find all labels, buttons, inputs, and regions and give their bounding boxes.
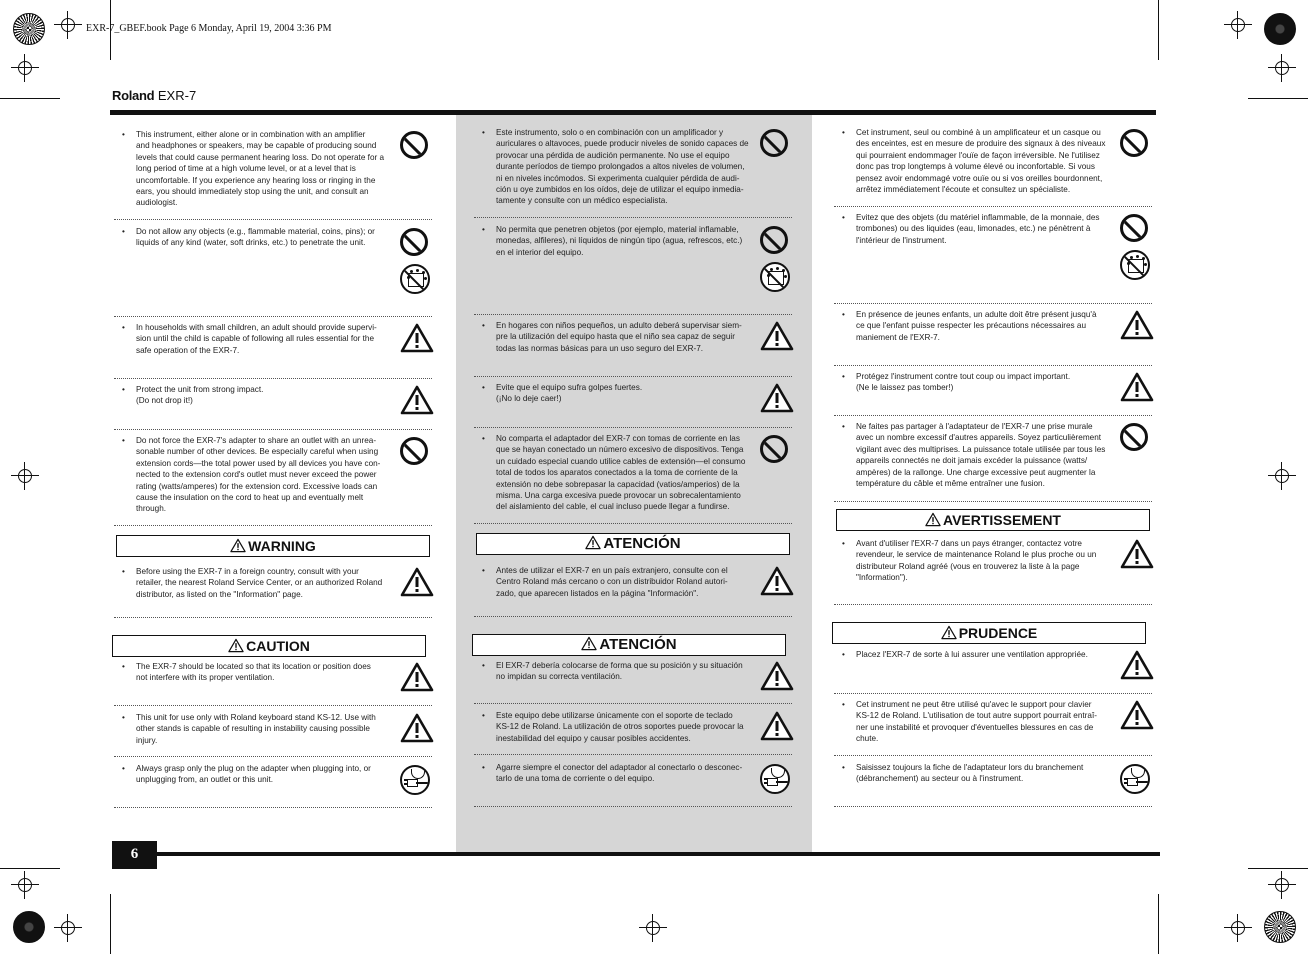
registration-disk-top-left: [13, 13, 45, 45]
bullet: •: [122, 323, 125, 332]
safety-item-text: Este instrumento, solo o en combinación con un amplificador y auriculares o altavoces, puede producir niveles de sonido capaces de provocar una pérdida de audición permanente. No use el equipo durante períodos de tiempo prolongados a altos niveles de volumen, ni en niveles incómodos. Si experimenta cualquier pérdida de audi- ción u oye zumbidos en los oídos, deje de utilizar el equipo inmedia- tamente y consulte con un médico especialista.: [496, 128, 749, 206]
warning-heading: [116, 535, 430, 557]
safety-item-text: Always grasp only the plug on the adapter when plugging into, or unplugging from, an outlet or this unit.: [136, 764, 371, 785]
safety-item-text: Saisissez toujours la fiche de l'adaptateur lors du branchement (débranchement) au secteur ou à l'instrument.: [856, 763, 1084, 784]
caution-heading: [832, 622, 1146, 644]
crosshair-mark-bottom-left: [58, 918, 78, 938]
safety-item-text: Cet instrument ne peut être utilisé qu'avec le support pour clavier KS-12 de Roland. L'utilisation de tout autre support pourrait entraî- ner une instabilité et provoquer d'éventuelles blessures en cas de chute.: [856, 700, 1097, 744]
bullet: •: [122, 385, 125, 394]
caution-triangle-icon-wrap: [760, 565, 794, 597]
warning-heading: [836, 509, 1150, 531]
caution-triangle-icon-wrap: [1120, 309, 1154, 341]
caution-triangle-icon: [760, 320, 794, 352]
safety-item-text: Before using the EXR-7 in a foreign country, consult with your retailer, the nearest Roland Service Center, or an authorized Roland distributor, as listed on the "Information" page.: [136, 567, 383, 599]
bullet: •: [482, 383, 485, 392]
warning-sign-icon-wrap: [585, 535, 601, 556]
liquid-drop-shape: [416, 269, 419, 272]
crop-mark: [1248, 868, 1308, 869]
crosshair-mark-top-right: [1228, 15, 1248, 35]
caution-triangle-icon: [760, 565, 794, 597]
bullet: •: [122, 227, 125, 236]
warning-sign-icon: [925, 512, 941, 527]
item-separator: [474, 616, 792, 617]
caution-triangle-icon-wrap: [1120, 371, 1154, 403]
prohibition-icon: [760, 226, 788, 254]
bullet: •: [482, 321, 485, 330]
item-separator: [114, 807, 432, 808]
prong-shape: [404, 779, 408, 781]
crop-mark: [0, 868, 60, 869]
bullet: •: [482, 661, 485, 670]
registration-disk-bottom-left: [13, 911, 45, 943]
safety-item-text: En présence de jeunes enfants, un adulte doit être présent jusqu'à ce que l'enfant puisse respecter les précautions nécessaires au maniement de l'EXR-7.: [856, 310, 1097, 342]
bullet: •: [482, 434, 485, 443]
caution-triangle-icon: [1120, 538, 1154, 570]
bullet: •: [482, 225, 485, 234]
warning-sign-icon-wrap: [581, 636, 597, 657]
crosshair-mark-left-bottom: [15, 875, 35, 895]
prohibition-icon: [400, 437, 428, 465]
prohibition-icon: [760, 129, 788, 157]
caution-triangle-icon-wrap: [760, 320, 794, 352]
warning-heading-label: AVERTISSEMENT: [943, 512, 1061, 528]
item-separator: [474, 427, 792, 428]
safety-item-text: This instrument, either alone or in combination with an amplifier and headphones or speakers, may be capable of producing sound levels that could cause permanent hearing loss. Do not operate for a long period of time at a high volume level, or at a level that is uncomfortable. If you experience any hearing loss or ringing in the ears, you should immediately stop using the unit, and consult an audiologist.: [136, 130, 385, 208]
caution-heading-label: PRUDENCE: [958, 625, 1038, 641]
caution-triangle-icon-wrap: [1120, 538, 1154, 570]
instrument-box-shape: [408, 273, 424, 287]
caution-triangle-icon: [400, 384, 434, 416]
prohibition-icon: [400, 131, 428, 159]
item-separator: [114, 429, 432, 430]
cord-shape: [776, 781, 788, 783]
safety-item-text: No permita que penetren objetos (por ejemplo, material inflamable, monedas, alfileres), ni líquidos de ningún tipo (agua, refrescos, etc.) en el interior del equipo.: [496, 225, 743, 257]
caution-heading-label: ATENCIÓN: [599, 636, 677, 653]
liquid-drop-shape: [407, 276, 410, 279]
caution-triangle-icon: [400, 566, 434, 598]
model-name: EXR-7: [157, 88, 197, 103]
liquid-drop-shape: [776, 267, 779, 270]
warning-sign-icon: [941, 625, 957, 640]
caution-triangle-icon-wrap: [760, 710, 794, 742]
crop-mark: [1248, 98, 1308, 99]
bullet: •: [842, 213, 845, 222]
liquid-drop-shape: [784, 275, 787, 278]
no-liquids-icon: [1120, 250, 1150, 280]
safety-item-text: Antes de utilizar el EXR-7 en un país extranjero, consulte con el Centro Roland más cercano o con un distribuidor Roland autori- zado, que aparecen listados en la página "Información".: [496, 566, 728, 598]
item-separator: [114, 525, 432, 526]
no-liquids-icon: [400, 264, 430, 294]
bullet: •: [842, 128, 845, 137]
caution-triangle-icon-wrap: [1120, 699, 1154, 731]
page-number: 6: [112, 841, 157, 869]
caution-triangle-icon: [1120, 371, 1154, 403]
warning-sign-icon-wrap: [230, 538, 246, 558]
item-separator: [834, 604, 1152, 605]
liquid-drop-shape: [1127, 262, 1130, 265]
bullet: •: [122, 764, 125, 773]
registration-disk-bottom-right: [1264, 911, 1296, 943]
caution-triangle-icon-wrap: [1120, 649, 1154, 681]
warning-sign-icon: [585, 535, 601, 550]
prohibition-icon: [760, 435, 788, 463]
caution-triangle-icon-wrap: [760, 660, 794, 692]
item-separator: [474, 217, 792, 218]
crop-mark: [0, 98, 60, 99]
crosshair-mark-left-middle: [15, 466, 35, 486]
safety-item-text: This unit for use only with Roland keyboard stand KS-12. Use with other stands is capable of resulting in instability causing possible injury.: [136, 713, 376, 745]
safety-item-text: El EXR-7 debería colocarse de forma que su posición y su situación no impidan su correcta ventilación.: [496, 661, 743, 682]
safety-item-text: En hogares con niños pequeños, un adulto deberá supervisar siem- pre la utilización del equipo hasta que el niño sea capaz de seguir todas las normas básicas para un uso seguro del EXR-7.: [496, 321, 742, 353]
safety-item-text: Do not allow any objects (e.g., flammable material, coins, pins); or liquids of any kind (water, soft drinks, etc.) to penetrate the unit.: [136, 227, 375, 248]
item-separator: [474, 314, 792, 315]
liquid-drop-shape: [1130, 256, 1133, 259]
caution-triangle-icon-wrap: [400, 661, 434, 693]
warning-sign-icon-wrap: [228, 638, 244, 658]
bullet: •: [482, 566, 485, 575]
bullet: •: [482, 711, 485, 720]
no-liquids-icon: [760, 262, 790, 292]
bullet: •: [482, 128, 485, 137]
bullet: •: [842, 539, 845, 548]
safety-item-text: No comparta el adaptador del EXR-7 con tomas de corriente en las que se hayan conectado un número excesivo de dispositivos. Tenga un cuidado especial cuando utilice cables de extensión—el consumo total de todos los aparatos conectados a la toma de corriente de la extensión no debe sobrepasar la capacidad (vatios/amperios) de la misma. Una carga excesiva puede provocar un sobrecalentamiento del aislamiento del cable, el cual incluso puede llegar a fundirse.: [496, 434, 746, 512]
crosshair-mark-left-top: [15, 58, 35, 78]
prong-shape: [1124, 778, 1128, 780]
safety-item-text: The EXR-7 should be located so that its location or position does not interfere with its proper ventilation.: [136, 662, 371, 683]
item-separator: [834, 755, 1152, 756]
item-separator: [474, 523, 792, 524]
safety-item-text: Agarre siempre el conector del adaptador al conectarlo o desconec- tarlo de una toma de corriente o del equipo.: [496, 763, 743, 784]
warning-heading: [476, 533, 790, 555]
caution-triangle-icon: [400, 661, 434, 693]
bullet: •: [122, 130, 125, 139]
warning-sign-icon-wrap: [941, 625, 957, 645]
caution-triangle-icon-wrap: [760, 382, 794, 414]
caution-triangle-icon: [400, 322, 434, 354]
warning-heading-label: ATENCIÓN: [603, 535, 681, 552]
caution-triangle-icon: [1120, 649, 1154, 681]
book-file-info: EXR-7_GBEF.book Page 6 Monday, April 19, 2004 3:36 PM: [86, 23, 332, 34]
bullet: •: [842, 422, 845, 431]
item-separator: [474, 703, 792, 704]
liquid-drop-shape: [767, 274, 770, 277]
liquid-drop-shape: [1142, 257, 1145, 260]
item-separator: [834, 806, 1152, 807]
grasp-plug-icon: [400, 765, 430, 795]
caution-triangle-icon-wrap: [400, 712, 434, 744]
liquid-drop-shape: [782, 269, 785, 272]
liquid-drop-shape: [422, 271, 425, 274]
crop-mark: [110, 894, 111, 954]
safety-item-text: Cet instrument, seul ou combiné à un amplificateur et un casque ou des enceintes, est en mesure de produire des signaux à des niveaux qui pourraient endommager l'ouïe de façon irréversible. Ne l'utilisez donc pas trop longtemps à volume élevé ou inconfortable. Si vous pensez avoir endommagé votre ouïe ou si vos oreilles bourdonnent, arrêtez immédiatement l'écoute et consultez un spécialiste.: [856, 128, 1106, 195]
caution-triangle-icon: [1120, 309, 1154, 341]
bullet: •: [842, 700, 845, 709]
item-separator: [114, 617, 432, 618]
safety-item-text: Evite que el equipo sufra golpes fuertes. (¡No lo deje caer!): [496, 383, 643, 404]
caution-triangle-icon: [760, 660, 794, 692]
crop-mark: [1158, 894, 1159, 954]
item-separator: [114, 378, 432, 379]
warning-sign-icon: [228, 638, 244, 653]
safety-item-text: Do not force the EXR-7's adapter to share an outlet with an unrea- sonable number of other devices. Be especially careful when using extension cords—the total power used by all devices you have con- nected to the extension cord's outlet must never exceed the power rating (watts/amperes) for the extension cord. Excessive loads can cause the insulation on the cord to heat up and eventually melt through.: [136, 436, 381, 514]
prohibition-icon: [400, 228, 428, 256]
item-separator: [834, 501, 1152, 502]
caution-triangle-icon-wrap: [400, 322, 434, 354]
bullet: •: [122, 567, 125, 576]
bullet: •: [122, 713, 125, 722]
prohibition-icon: [1120, 214, 1148, 242]
caution-triangle-icon-wrap: [400, 384, 434, 416]
prong-shape: [764, 778, 768, 780]
safety-item-text: Protect the unit from strong impact. (Do not drop it!): [136, 385, 264, 406]
prong-shape: [1124, 782, 1128, 784]
cord-shape: [1136, 781, 1148, 783]
item-separator: [834, 693, 1152, 694]
caution-heading: [112, 635, 426, 657]
warning-sign-icon: [581, 636, 597, 651]
instrument-box-shape: [768, 271, 784, 285]
warning-sign-icon: [230, 538, 246, 553]
caution-triangle-icon: [400, 712, 434, 744]
crosshair-mark-right-bottom: [1272, 875, 1292, 895]
caution-heading-label: CAUTION: [246, 638, 310, 654]
safety-item-text: Placez l'EXR-7 de sorte à lui assurer une ventilation appropriée.: [856, 650, 1088, 659]
cord-shape: [416, 782, 428, 784]
bullet: •: [842, 372, 845, 381]
bullet: •: [842, 310, 845, 319]
warning-heading-label: WARNING: [248, 538, 316, 554]
item-separator: [114, 756, 432, 757]
registration-disk-top-right: [1264, 13, 1296, 45]
crosshair-mark-top-left: [58, 15, 78, 35]
brand-logo: Roland: [112, 88, 155, 103]
bullet: •: [122, 436, 125, 445]
prong-shape: [764, 782, 768, 784]
bullet: •: [482, 763, 485, 772]
prohibition-icon: [1120, 423, 1148, 451]
item-separator: [474, 376, 792, 377]
safety-item-text: In households with small children, an adult should provide supervi- sion until the child is capable of following all rules essential for the safe operation of the EXR-7.: [136, 323, 377, 355]
bullet: •: [842, 650, 845, 659]
item-separator: [834, 365, 1152, 366]
safety-item-text: Este equipo debe utilizarse únicamente con el soporte de teclado KS-12 de Roland. La utilización de otros soportes puede provocar la inestabilidad del equipo y causar posibles accidentes.: [496, 711, 744, 743]
liquid-drop-shape: [1144, 263, 1147, 266]
liquid-drop-shape: [1136, 255, 1139, 258]
page-header: [112, 88, 196, 103]
crop-mark: [1158, 0, 1159, 60]
grasp-plug-icon: [1120, 764, 1150, 794]
crosshair-mark-bottom-right: [1228, 918, 1248, 938]
item-separator: [114, 219, 432, 220]
item-separator: [474, 754, 792, 755]
item-separator: [474, 806, 792, 807]
prohibition-icon: [1120, 129, 1148, 157]
bullet: •: [122, 662, 125, 671]
item-separator: [114, 316, 432, 317]
safety-item-text: Evitez que des objets (du matériel inflammable, de la monnaie, des trombones) ou des liquides (eau, limonades, etc.) ne pénètrent à l'intérieur de l'instrument.: [856, 213, 1100, 245]
liquid-drop-shape: [770, 268, 773, 271]
safety-item-text: Avant d'utiliser l'EXR-7 dans un pays étranger, contactez votre revendeur, le service de maintenance Roland le plus proche ou un distributeur Roland agréé (vous en trouverez la liste à la page "Information").: [856, 539, 1097, 583]
caution-heading: [472, 634, 786, 656]
item-separator: [114, 705, 432, 706]
item-separator: [834, 206, 1152, 207]
bullet: •: [842, 763, 845, 772]
item-separator: [834, 303, 1152, 304]
caution-triangle-icon: [760, 710, 794, 742]
crosshair-mark-right-top: [1272, 58, 1292, 78]
liquid-drop-shape: [424, 277, 427, 280]
item-separator: [834, 415, 1152, 416]
safety-item-text: Ne faites pas partager à l'adaptateur de l'EXR-7 une prise murale avec un nombre excessif d'autres appareils. Soyez particulièrement vigilant avec des multiprises. La puissance totale utilisée par tous les appareils connectés ne doit jamais excéder la puissance (watts/ ampères) de la rallonge. Une charge excessive peut augmenter la température du câble et même entraîner une fusion.: [856, 422, 1106, 489]
liquid-drop-shape: [410, 270, 413, 273]
caution-triangle-icon: [1120, 699, 1154, 731]
instrument-box-shape: [1128, 259, 1144, 273]
crosshair-mark-right-middle: [1272, 466, 1292, 486]
safety-item-text: Protégez l'instrument contre tout coup ou impact important. (Ne le laissez pas tomber!): [856, 372, 1071, 393]
prong-shape: [404, 783, 408, 785]
footer-rule: [156, 852, 1160, 856]
caution-triangle-icon: [760, 382, 794, 414]
grasp-plug-icon: [760, 764, 790, 794]
warning-sign-icon-wrap: [925, 512, 941, 532]
caution-triangle-icon-wrap: [400, 566, 434, 598]
crosshair-mark-bottom-center: [643, 918, 663, 938]
